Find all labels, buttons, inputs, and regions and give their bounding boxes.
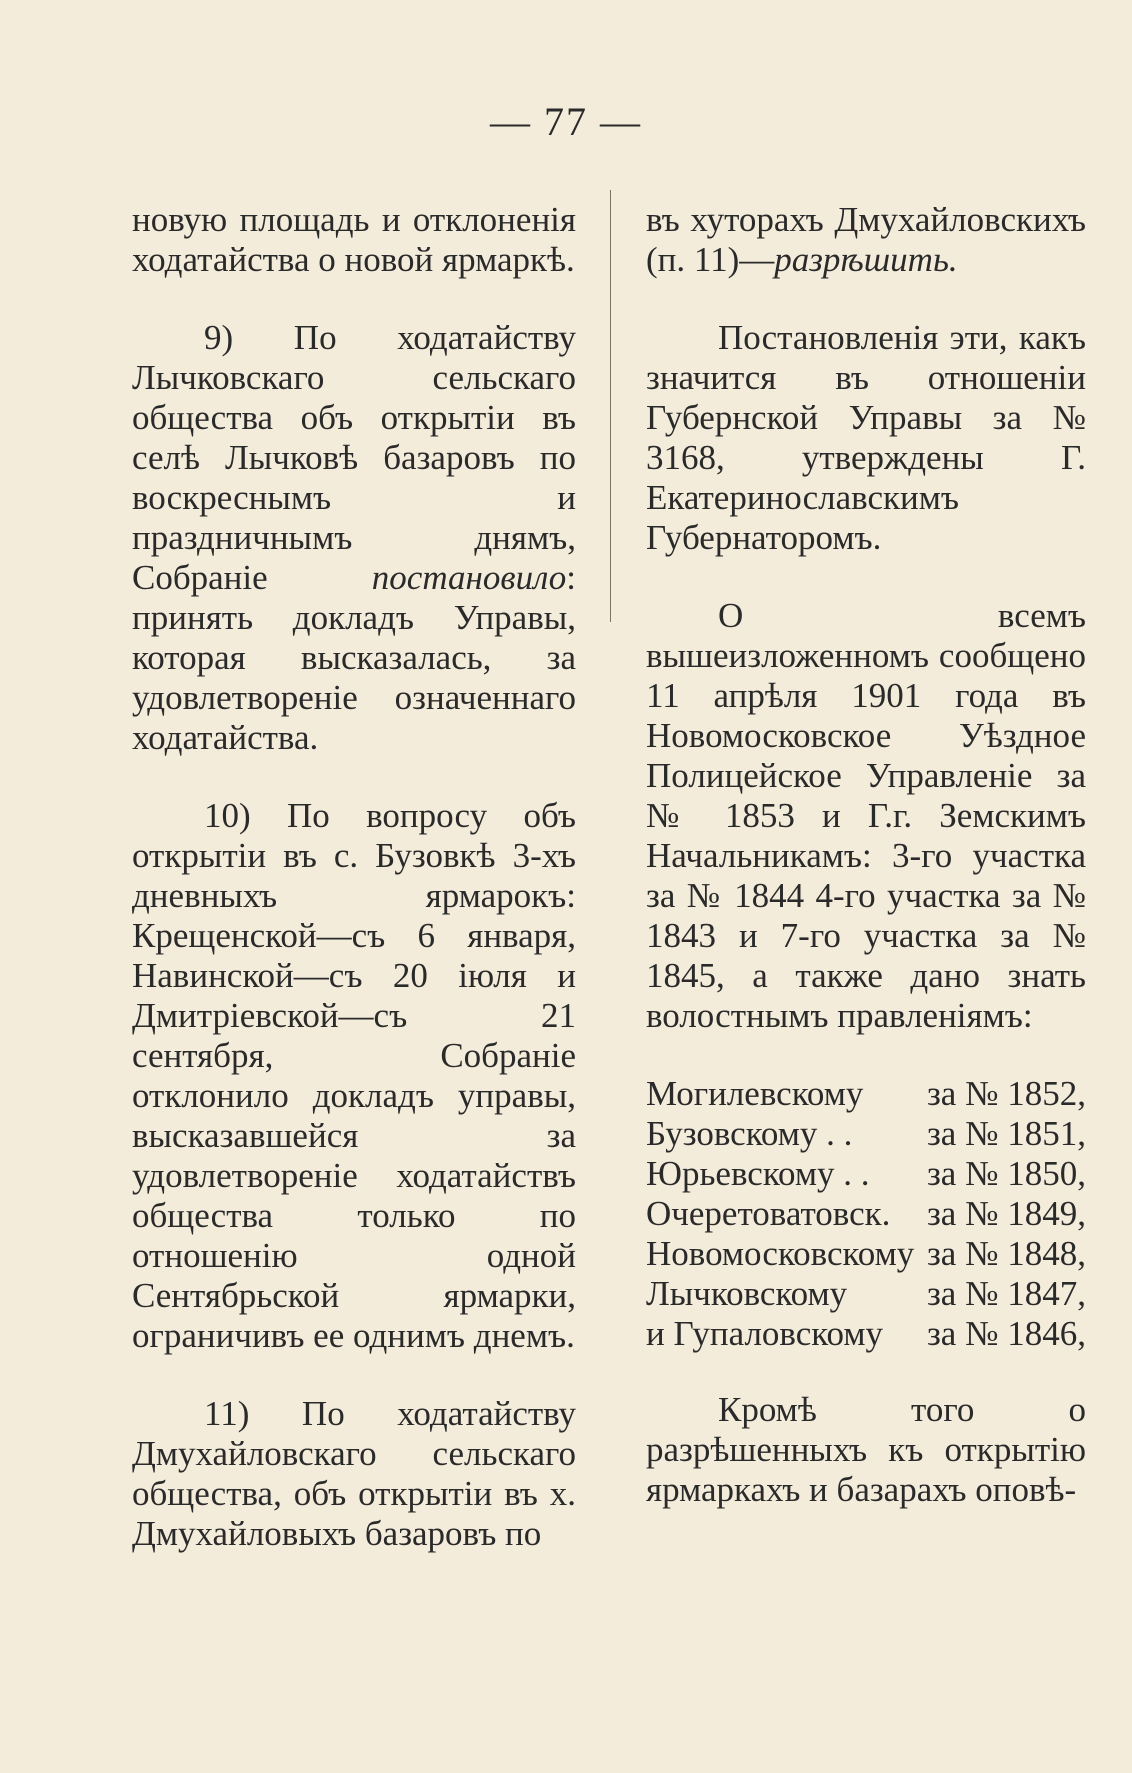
list-item-name: Очеретоватовск. xyxy=(646,1194,891,1233)
list-item-number: за № 1847, xyxy=(926,1274,1086,1313)
paragraph-item-9 xyxy=(132,318,576,758)
list-item-number: за № 1851, xyxy=(926,1114,1086,1153)
list-item xyxy=(646,1274,1086,1314)
paragraph-item-11: 11) По ходатайству Дмухайловскаго сельскаго общества, объ открытіи въ х. Дмухайловыхъ базаровъ по xyxy=(132,1394,576,1553)
list-item-name: и Гупаловскому xyxy=(646,1314,883,1353)
list-item xyxy=(646,1194,1086,1234)
list-item xyxy=(646,1154,1086,1194)
list-item-number: за № 1849, xyxy=(926,1194,1086,1233)
paragraph-item-11-continued xyxy=(646,200,1086,280)
list-item xyxy=(646,1074,1086,1114)
paragraph-item-10: 10) По вопросу объ открытіи въ с. Бузовкѣ 3-хъ дневныхъ ярмарокъ: Крещенской—съ 6 января, Навинской—съ 20 іюля и Дмитріевской—съ 21 сентября, Собраніе отклонило докладъ управы, высказавшейся за удовлетвореніе ходатайствъ общества только по отношенію одной Сентябрьской ярмарки, ограничивъ ее однимъ днемъ. xyxy=(132,796,576,1355)
list-item xyxy=(646,1234,1086,1274)
paragraph-closing: Кромѣ того о разрѣшенныхъ къ открытію ярмаркахъ и базарахъ оповѣ- xyxy=(646,1390,1086,1509)
paragraph-notification: О всемъ вышеизложенномъ сообщено 11 апрѣля 1901 года въ Новомосковское Уѣздное Полицейское Управленіе за № 1853 и Г.г. Земскимъ Начальникамъ: 3-го участка за № 1844 4-го участка за № 1843 и 7-го участка за № 1845, а также дано знать волостнымъ правленіямъ: xyxy=(646,596,1086,1035)
list-item xyxy=(646,1114,1086,1154)
list-item xyxy=(646,1314,1086,1354)
item-11-cont-text: въ хуторахъ Дмухайловскихъ (п. 11)— xyxy=(646,200,1086,279)
item-11-italic: разрѣшить. xyxy=(774,240,958,279)
list-item-name: Лычковскому xyxy=(646,1274,848,1313)
list-item-number: за № 1846, xyxy=(926,1314,1086,1353)
volost-list xyxy=(646,1074,1086,1354)
item-9-text-b: : принять докладъ Управы, которая высказалась, за удовлетвореніе означеннаго ходатайства. xyxy=(132,558,576,757)
list-item-number: за № 1852, xyxy=(926,1074,1086,1113)
list-item-name: Юрьевскому . . xyxy=(646,1154,870,1193)
page-number: — 77 — xyxy=(490,99,642,144)
list-item-name: Бузовскому . . xyxy=(646,1114,853,1153)
left-column xyxy=(132,200,576,1592)
column-divider xyxy=(610,190,611,622)
list-item-name: Новомосковскому xyxy=(646,1234,915,1273)
item-9-text-a: 9) По ходатайству Лычковскаго сельскаго общества объ открытіи въ селѣ Лычковѣ базаровъ по воскреснымъ и праздничнымъ днямъ, Собраніе xyxy=(132,318,576,597)
list-item-number: за № 1848, xyxy=(926,1234,1086,1273)
paragraph-continuation: новую площадь и отклоненія ходатайства о новой ярмаркѣ. xyxy=(132,200,576,279)
paragraph-approval: Постановленія эти, какъ значится въ отношеніи Губернской Управы за № 3168, утверждены Г. Екатеринославскимъ Губернаторомъ. xyxy=(646,318,1086,557)
item-9-italic: постановило xyxy=(371,558,567,597)
right-column xyxy=(646,200,1086,1548)
list-item-name: Могилевскому xyxy=(646,1074,864,1113)
list-item-number: за № 1850, xyxy=(926,1154,1086,1193)
